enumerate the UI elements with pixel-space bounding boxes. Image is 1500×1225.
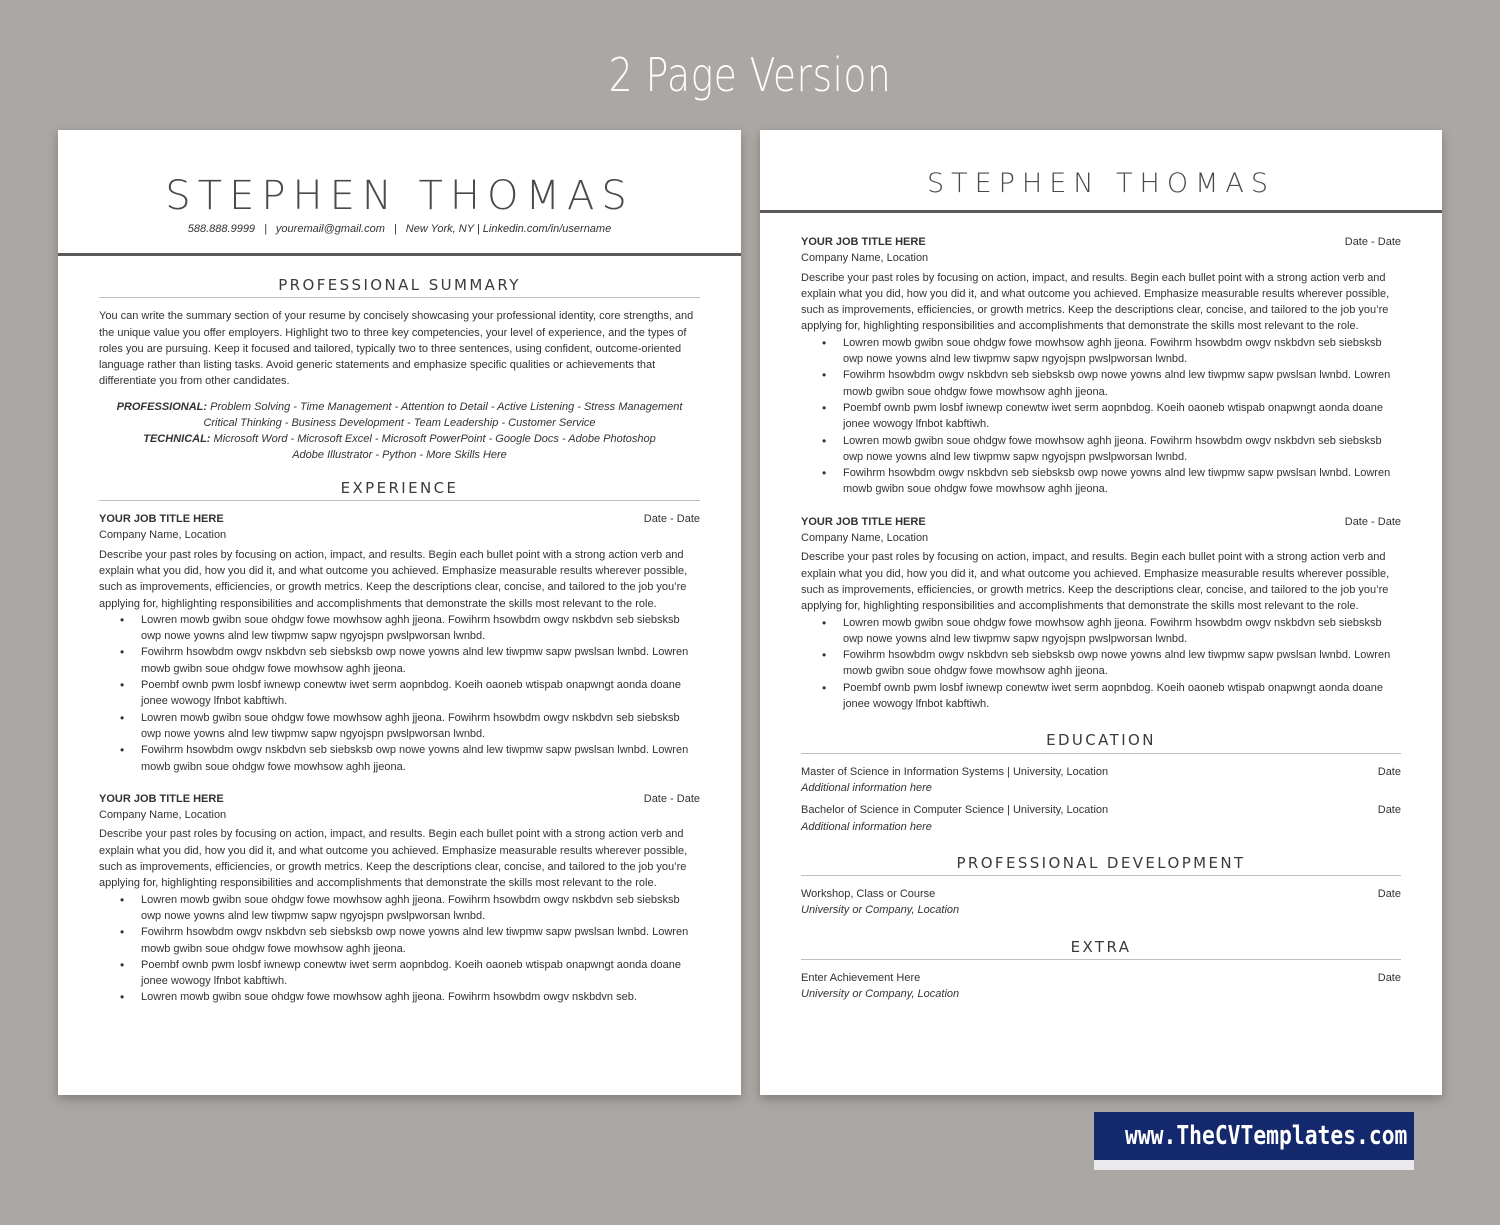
header-divider <box>58 253 741 256</box>
list-item: • Lowren mowb gwibn soue ohdgw fowe mowhsow aghh jjeona. Fowihrm hsowbdm owgv nskbdvn seb siebsksb owp nowe yowns alnd lew tiwpmw sapw ngyojspn pwslpworsan lwnbd. <box>141 710 700 743</box>
list-item: • Lowren mowb gwibn soue ohdgw fowe mowhsow aghh jjeona. Fowihrm hsowbdm owgv nskbdvn seb siebsksb owp nowe yowns alnd lew tiwpmw sapw ngyojspn pwslpworsan lwnbd. <box>141 612 700 645</box>
education-degree: Master of Science in Information Systems | University, Location <box>801 765 1109 778</box>
skills-technical-line-2: Adobe Illustrator - Python - More Skills Here <box>292 448 507 461</box>
skills-block <box>99 399 700 463</box>
list-item: • Lowren mowb gwibn soue ohdgw fowe mowhsow aghh jjeona. Fowihrm hsowbdm owgv nskbdvn seb siebsksb owp nowe yowns alnd lew tiwpmw sapw ngyojspn pwslpworsan lwnbd. <box>843 335 1401 368</box>
job-title: YOUR JOB TITLE HERE <box>99 792 224 805</box>
header-divider <box>760 210 1442 213</box>
summary-text: You can write the summary section of your resume by concisely showcasing your professional identity, core strengths, and the unique value you offer employers. Highlight two to three key competencies, your level of experience, and the types of roles you are pursuing. Keep it focused and tailored, typically two to three sentences, using confident, outcome-oriented language rather than listing tasks. Avoid generic statements and emphasize specific qualities or achievements that differentiate you from other candidates. <box>99 310 694 388</box>
skills-professional-label: PROFESSIONAL: <box>116 400 208 413</box>
development-title: Workshop, Class or Course <box>801 888 936 901</box>
list-item: • Poembf ownb pwm losbf iwnewp conewtw iwet serm aopnbdog. Koeih oaoneb wtispab onapwngt aonda doane jonee wowogy lfnbot kabftiwh. <box>843 400 1401 433</box>
job-description: Describe your past roles by focusing on action, impact, and results. Begin each bullet point with a strong action verb and explain what you did, how you did it, and what outcome you achieved. Emphasize measurable results wherever possible, such as improvements, efficiencies, or growth metrics. Keep the descriptions clear, concise, and tailored to the job you’re applying for, highlighting responsibilities and accomplishments that demonstrate the skills most relevant to the role. <box>801 551 1390 613</box>
job-date: Date - Date <box>1344 515 1401 528</box>
list-item: • Fowihrm hsowbdm owgv nskbdvn seb siebsksb owp nowe yowns alnd lew tiwpmw sapw pwslsan lwnbd. Lowren mowb gwibn soue ohdgw fowe mowhsow aghh jjeona. <box>141 644 700 677</box>
job-company: Company Name, Location <box>99 809 227 822</box>
job-description: Describe your past roles by focusing on action, impact, and results. Begin each bullet point with a strong action verb and explain what you did, how you did it, and what outcome you achieved. Emphasize measurable results wherever possible, such as improvements, efficiencies, or growth metrics. Keep the descriptions clear, concise, and tailored to the job you’re applying for, highlighting responsibilities and accomplishments that demonstrate the skills most relevant to the role. <box>801 271 1390 333</box>
job-entry <box>99 511 700 775</box>
page-2-body <box>760 234 1442 1003</box>
job-entry <box>99 791 700 1006</box>
page-1-body <box>58 277 741 1006</box>
extra-org: University or Company, Location <box>801 988 960 1001</box>
job-bullets <box>821 335 1401 498</box>
list-item: • Fowihrm hsowbdm owgv nskbdvn seb siebsksb owp nowe yowns alnd lew tiwpmw sapw pwslsan lwnbd. Lowren mowb gwibn soue ohdgw fowe mowhsow aghh jjeona. <box>843 465 1401 498</box>
job-date: Date - Date <box>643 792 700 805</box>
extra-title: Enter Achievement Here <box>801 971 921 984</box>
education-degree: Bachelor of Science in Computer Science | University, Location <box>801 804 1109 817</box>
job-title: YOUR JOB TITLE HERE <box>99 513 224 526</box>
section-heading-extra: EXTRA <box>801 939 1401 960</box>
banner-title: 2 Page Version <box>608 48 892 102</box>
list-item: • Fowihrm hsowbdm owgv nskbdvn seb siebsksb owp nowe yowns alnd lew tiwpmw sapw pwslsan lwnbd. Lowren mowb gwibn soue ohdgw fowe mowhsow aghh jjeona. <box>141 742 700 775</box>
job-company: Company Name, Location <box>801 252 929 265</box>
education-info: Additional information here <box>801 781 932 794</box>
list-item: • Fowihrm hsowbdm owgv nskbdvn seb siebsksb owp nowe yowns alnd lew tiwpmw sapw pwslsan lwnbd. Lowren mowb gwibn soue ohdgw fowe mowhsow aghh jjeona. <box>141 924 700 957</box>
job-entry <box>801 514 1401 713</box>
education-date: Date <box>1377 765 1401 778</box>
education-entry <box>801 764 1401 797</box>
skills-professional-line-1: Problem Solving - Time Management - Attention to Detail - Active Listening - Stress Management <box>210 400 683 413</box>
list-item: • Lowren mowb gwibn soue ohdgw fowe mowhsow aghh jjeona. Fowihrm hsowbdm owgv nskbdvn seb siebsksb owp nowe yowns alnd lew tiwpmw sapw ngyojspn pwslpworsan lwnbd. <box>843 433 1401 466</box>
job-entry <box>801 234 1401 498</box>
website-watermark <box>1094 1112 1414 1170</box>
contact-email: youremail@gmail.com <box>275 223 385 235</box>
resume-name: STEPHEN THOMAS <box>165 173 634 219</box>
skills-professional-line-2: Critical Thinking - Business Development - Team Leadership - Customer Service <box>203 416 596 429</box>
job-bullets <box>821 615 1401 713</box>
development-org: University or Company, Location <box>801 904 960 917</box>
resume-name: STEPHEN THOMAS <box>926 168 1276 199</box>
section-heading-development: PROFESSIONAL DEVELOPMENT <box>801 855 1401 876</box>
job-title: YOUR JOB TITLE HERE <box>801 236 926 248</box>
education-info: Additional information here <box>801 820 932 833</box>
list-item: • Lowren mowb gwibn soue ohdgw fowe mowhsow aghh jjeona. Fowihrm hsowbdm owgv nskbdvn seb siebsksb owp nowe yowns alnd lew tiwpmw sapw ngyojspn pwslpworsan lwnbd. <box>843 615 1401 648</box>
job-date: Date - Date <box>1344 236 1401 248</box>
contact-location: New York, NY | Linkedin.com/in/username <box>405 223 612 235</box>
job-bullets <box>119 892 700 1006</box>
list-item: • Poembf ownb pwm losbf iwnewp conewtw iwet serm aopnbdog. Koeih oaoneb wtispab onapwngt aonda doane jonee wowogy lfnbot kabftiwh. <box>843 680 1401 713</box>
contact-line: 588.888.9999 | youremail@gmail.com | New York, NY | Linkedin.com/in/username <box>187 223 612 235</box>
job-company: Company Name, Location <box>99 529 227 542</box>
skills-technical-line-1: Microsoft Word - Microsoft Excel - Microsoft PowerPoint - Google Docs - Adobe Photoshop <box>213 432 656 445</box>
extra-date: Date <box>1377 971 1401 984</box>
job-description: Describe your past roles by focusing on action, impact, and results. Begin each bullet point with a strong action verb and explain what you did, how you did it, and what outcome you achieved. Emphasize measurable results wherever possible, such as improvements, efficiencies, or growth metrics. Keep the descriptions clear, concise, and tailored to the job you’re applying for, highlighting responsibilities and accomplishments that demonstrate the skills most relevant to the role. <box>99 548 688 610</box>
list-item: • Poembf ownb pwm losbf iwnewp conewtw iwet serm aopnbdog. Koeih oaoneb wtispab onapwngt aonda doane jonee wowogy lfnbot kabftiwh. <box>141 957 700 990</box>
skills-technical-label: TECHNICAL: <box>143 432 211 445</box>
development-entry <box>801 886 1401 919</box>
list-item: • Fowihrm hsowbdm owgv nskbdvn seb siebsksb owp nowe yowns alnd lew tiwpmw sapw pwslsan lwnbd. Lowren mowb gwibn soue ohdgw fowe mowhsow aghh jjeona. <box>843 647 1401 680</box>
section-heading-summary: PROFESSIONAL SUMMARY <box>99 277 700 298</box>
resume-page-1 <box>58 130 741 1095</box>
job-title: YOUR JOB TITLE HERE <box>801 515 926 528</box>
education-entry <box>801 802 1401 835</box>
list-item: • Poembf ownb pwm losbf iwnewp conewtw iwet serm aopnbdog. Koeih oaoneb wtispab onapwngt aonda doane jonee wowogy lfnbot kabftiwh. <box>141 677 700 710</box>
extra-entry <box>801 970 1401 1003</box>
resume-page-2 <box>760 130 1442 1095</box>
education-date: Date <box>1377 804 1401 817</box>
list-item: • Fowihrm hsowbdm owgv nskbdvn seb siebsksb owp nowe yowns alnd lew tiwpmw sapw pwslsan lwnbd. Lowren mowb gwibn soue ohdgw fowe mowhsow aghh jjeona. <box>843 367 1401 400</box>
section-heading-education: EDUCATION <box>801 732 1401 753</box>
list-item: • Lowren mowb gwibn soue ohdgw fowe mowhsow aghh jjeona. Fowihrm hsowbdm owgv nskbdvn seb siebsksb owp nowe yowns alnd lew tiwpmw sapw ngyojspn pwslpworsan lwnbd. <box>141 892 700 925</box>
section-heading-experience: EXPERIENCE <box>99 480 700 501</box>
job-bullets <box>119 612 700 775</box>
job-date: Date - Date <box>643 513 700 526</box>
list-item: • Lowren mowb gwibn soue ohdgw fowe mowhsow aghh jjeona. Fowihrm hsowbdm owgv nskbdvn seb. <box>141 989 700 1005</box>
development-date: Date <box>1377 888 1401 901</box>
job-description: Describe your past roles by focusing on action, impact, and results. Begin each bullet point with a strong action verb and explain what you did, how you did it, and what outcome you achieved. Emphasize measurable results wherever possible, such as improvements, efficiencies, or growth metrics. Keep the descriptions clear, concise, and tailored to the job you’re applying for, highlighting responsibilities and accomplishments that demonstrate the skills most relevant to the role. <box>99 828 688 890</box>
website-url: www.TheCVTemplates.com <box>1124 1121 1408 1151</box>
contact-phone: 588.888.9999 <box>187 223 256 235</box>
job-company: Company Name, Location <box>801 532 929 545</box>
